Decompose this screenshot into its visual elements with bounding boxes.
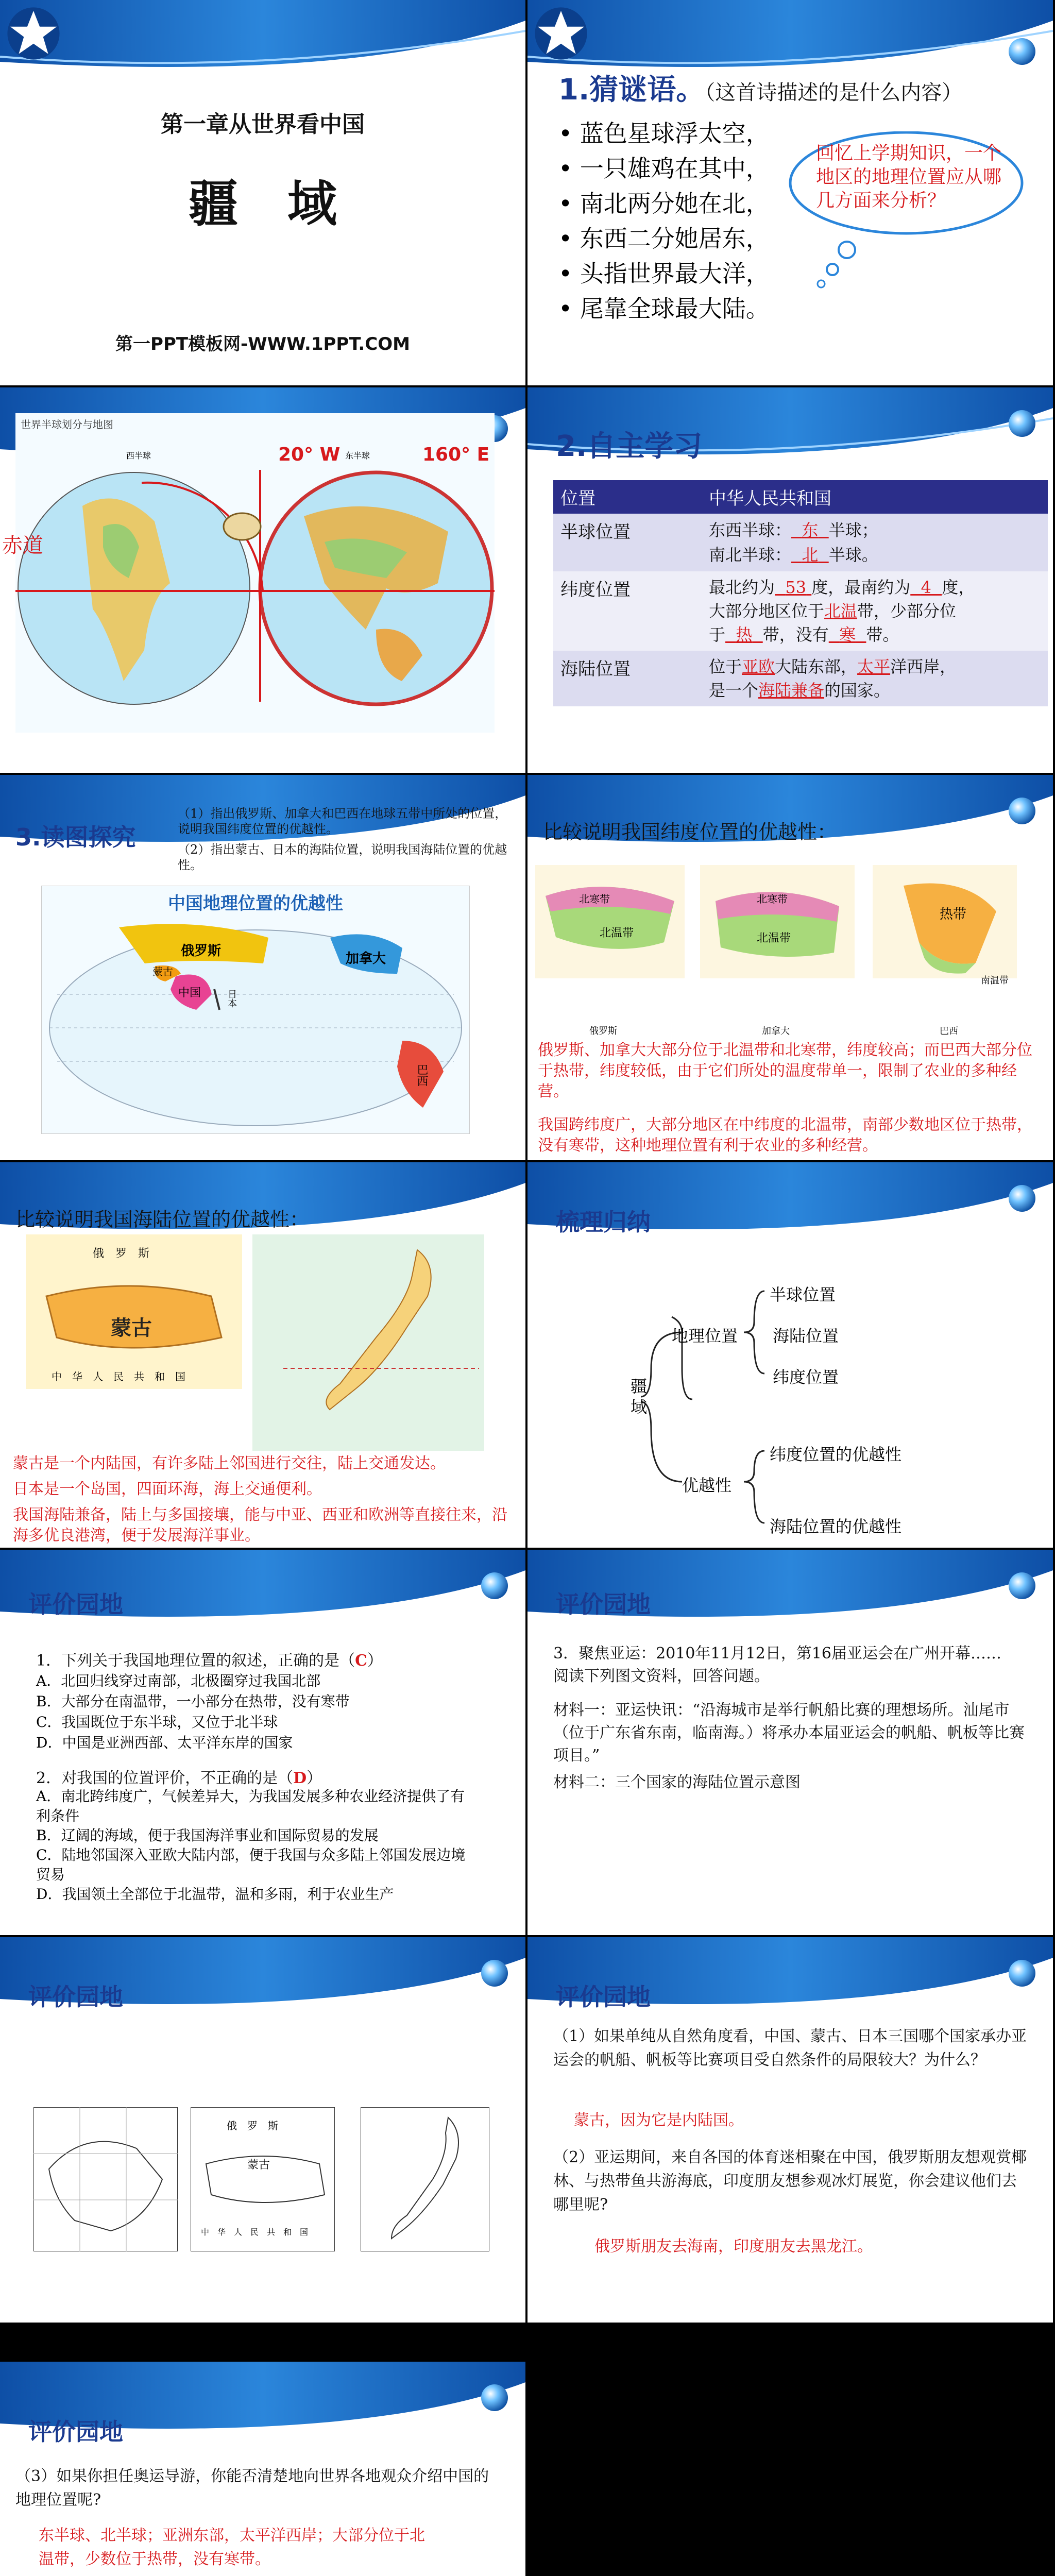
- label-east-hemisphere: 东半球: [345, 451, 370, 461]
- slide-heading: 2.自主学习: [556, 430, 703, 463]
- question-1: （1）指出俄罗斯、加拿大和巴西在地球五带中所处的位置，说明我国纬度位置的优越性。: [178, 806, 507, 836]
- slide-9: [0, 1550, 525, 1935]
- sphere-icon: [1007, 1958, 1037, 1989]
- label-canada: 加拿大: [346, 951, 386, 967]
- option[interactable]: A．南北跨纬度广，气候差异大，为我国发展多种农业经济提供了有利条件: [36, 1788, 465, 1824]
- canada-map: [700, 865, 855, 978]
- bubble-text: 回忆上学期知识，一个地区的地理位置应从哪几方面来分析？: [816, 143, 1002, 211]
- japan-map: [252, 1234, 484, 1451]
- canada-zone-label-2: 北温带: [757, 932, 791, 945]
- world-map: [41, 886, 470, 1134]
- table-header: 中华人民共和国: [709, 488, 831, 509]
- table-header: 位置: [560, 488, 595, 509]
- slide-10: [528, 1550, 1053, 1935]
- mindmap-leaf: 海陆位置: [773, 1326, 839, 1346]
- question-2: （2）指出蒙古、日本的海陆位置，说明我国海陆位置的优越性。: [178, 842, 507, 872]
- caption-russia: 俄罗斯: [589, 1026, 617, 1037]
- slide-8: [528, 1162, 1053, 1548]
- question-3: 3．聚焦亚运：2010年11月12日，第16届亚运会在广州开幕…… 阅读下列图文资料，回答问题。: [553, 1645, 1001, 1685]
- label-russia: 俄罗斯: [181, 943, 222, 959]
- star-logo-icon: [5, 5, 62, 62]
- mindmap-leaf: 纬度位置: [773, 1367, 839, 1387]
- riddle-list: [558, 116, 770, 326]
- q1-options: [36, 1671, 350, 1753]
- chapter-title: 第一章从世界看中国: [161, 111, 365, 138]
- slide-6: [528, 775, 1053, 1160]
- slide-2: [528, 0, 1053, 385]
- option[interactable]: C．我国既位于东半球，又位于北半球: [36, 1714, 278, 1731]
- canada-zone-label: 北寒带: [757, 893, 788, 905]
- answer-1: 蒙古，因为它是内陆国。: [574, 2111, 744, 2129]
- question-3: （3）如果你担任奥运导游，你能否清楚地向世界各地观众介绍中国的地理位置呢?: [15, 2467, 489, 2509]
- sphere-icon: [479, 1958, 510, 1989]
- label-160e: 160° E: [422, 444, 490, 465]
- slide-heading: 评价园地: [28, 1983, 123, 2011]
- sphere-icon: [479, 1570, 510, 1601]
- list-item: • 蓝色星球浮太空，: [558, 120, 770, 147]
- option[interactable]: B．辽阔的海域，便于我国海洋事业和国际贸易的发展: [36, 1827, 379, 1844]
- question-1: （1）如果单纯从自然角度看，中国、蒙古、日本三国哪个国家承办亚运会的帆船、帆板等比赛项目受自然条件的局限较大？为什么？: [553, 2027, 1027, 2069]
- caption-canada: 加拿大: [762, 1026, 790, 1037]
- answer-mongolia: 蒙古是一个内陆国，有许多陆上邻国进行交往，陆上交通发达。: [13, 1454, 446, 1472]
- slide-3: [0, 387, 525, 773]
- option[interactable]: A．北回归线穿过南部，北极圈穿过我国北部: [36, 1672, 321, 1689]
- label-mongolia: 蒙古: [111, 1316, 152, 1340]
- sphere-icon: [1007, 408, 1037, 439]
- slide-banner: [0, 0, 525, 77]
- list-item: • 尾靠全球最大陆。: [558, 295, 770, 323]
- slide-heading: 评价园地: [556, 1590, 651, 1618]
- slide-heading: 比较说明我国纬度位置的优越性：: [543, 821, 837, 843]
- slide-13: [0, 2362, 525, 2576]
- slide-heading: 梳理归纳: [556, 1208, 651, 1236]
- brazil-zone-label: 热带: [940, 907, 967, 922]
- answer-2: 俄罗斯朋友去海南，印度朋友去黑龙江。: [594, 2238, 873, 2256]
- slide-banner: [528, 0, 1053, 77]
- sphere-icon: [1007, 36, 1037, 67]
- china-outline-map: [33, 2107, 178, 2251]
- mindmap-branch-position: 地理位置: [672, 1326, 738, 1346]
- slide-heading: 评价园地: [28, 2418, 123, 2446]
- mindmap-leaf: 纬度位置的优越性: [770, 1445, 902, 1464]
- option[interactable]: B．大部分在南温带，一小部分在热带，没有寒带: [36, 1693, 350, 1710]
- label-russia: 俄 罗 斯: [93, 1247, 150, 1260]
- table-row: 纬度位置 最北约为 53 度，最南约为 4 度， 大部分地区位于北温带，少部分位 于 热 带，没有 寒 带。: [553, 571, 1048, 651]
- lesson-title: 疆 域: [189, 175, 337, 233]
- label-mongolia: 蒙古: [152, 965, 173, 978]
- star-logo-icon: [533, 5, 589, 62]
- label-china: 中 华 人 民 共 和 国: [201, 2227, 309, 2237]
- slide-11: [0, 1937, 525, 2323]
- option[interactable]: C．陆地邻国深入亚欧大陆内部，便于我国与众多陆上邻国发展边境贸易: [36, 1846, 466, 1883]
- caption-brazil: 巴西: [940, 1026, 958, 1037]
- label-russia: 俄 罗 斯: [227, 2120, 278, 2132]
- slide-heading: 1.猜谜语。（这首诗描述的是什么内容）: [558, 73, 963, 107]
- label-west-hemisphere: 西半球: [126, 451, 151, 461]
- answer-china: 我国海陆兼备，陆上与多国接壤，能与中亚、西亚和欧洲等直接往来，沿海多优良港湾，便于发展海洋事业。: [13, 1506, 507, 1545]
- mindmap-leaf: 半球位置: [770, 1285, 836, 1304]
- material-1: 材料一：亚运快讯：“沿海城市是举行帆船比赛的理想场所。汕尾市（位于广东省东南，临南海。）将承办本届亚运会的帆船、帆板等比赛项目。”: [553, 1701, 1025, 1765]
- sphere-icon: [1007, 795, 1037, 826]
- russia-zone-label-2: 北温带: [600, 927, 634, 940]
- slide-1: [0, 0, 525, 385]
- table-row: 海陆位置 位于亚欧大陆东部，太平洋西岸， 是一个海陆兼备的国家。: [553, 651, 1048, 706]
- russia-zone-label: 北寒带: [579, 893, 610, 905]
- slide-heading: 评价园地: [28, 1590, 123, 1618]
- label-china: 中 华 人 民 共 和 国: [52, 1370, 185, 1383]
- slide-heading: 评价园地: [556, 1983, 651, 2011]
- question-1: 1．下列关于我国地理位置的叙述，正确的是（C）: [36, 1652, 383, 1670]
- q2-options: [36, 1787, 469, 1904]
- footer-url: 第一PPT模板网-WWW.1PPT.COM: [115, 334, 410, 354]
- question-2: （2）亚运期间，来自各国的体育迷相聚在中国，俄罗斯朋友想观赏椰林、与热带鱼共游海底，印度朋友想参观冰灯展览，你会建议他们去哪里呢?: [553, 2148, 1027, 2214]
- label-equator: 赤道: [2, 534, 43, 557]
- mindmap-root: 疆域: [631, 1377, 648, 1417]
- label-mongolia: 蒙古: [247, 2159, 270, 2172]
- list-item: • 一只雄鸡在其中，: [558, 155, 770, 182]
- material-2: 材料二：三个国家的海陆位置示意图: [553, 1773, 801, 1791]
- question-2: 2．对我国的位置评价，不正确的是（D）: [36, 1769, 322, 1787]
- list-item: • 头指世界最大洋，: [558, 260, 770, 287]
- slide-heading: 3.读图探究: [15, 823, 136, 851]
- label-japan: 日本: [226, 989, 237, 1008]
- list-item: • 东西二分她居东，: [558, 225, 770, 252]
- label-20w: 20° W: [278, 444, 341, 465]
- position-table: [553, 480, 1048, 706]
- japan-outline-map: [361, 2107, 489, 2251]
- slide-4: [528, 387, 1053, 773]
- brazil-zone-label-2: 南温带: [981, 975, 1009, 986]
- slide-12: [528, 1937, 1053, 2323]
- answer-japan: 日本是一个岛国，四面环海，海上交通便利。: [13, 1480, 322, 1498]
- russia-map: [535, 865, 685, 978]
- mindmap-branch-advantage: 优越性: [682, 1476, 732, 1495]
- answer-3: 东半球、北半球；亚洲东部，太平洋西岸；大部分位于北温带，少数位于热带，没有寒带。: [39, 2527, 425, 2568]
- slide-5: [0, 775, 525, 1160]
- label-china: 中国: [178, 987, 201, 999]
- answer-paragraph-2: 我国跨纬度广，大部分地区在中纬度的北温带，南部少数地区位于热带，没有寒带，这种地理位置有利于农业的多种经营。: [538, 1116, 1032, 1155]
- answer-paragraph-1: 俄罗斯、加拿大大部分位于北温带和北寒带，纬度较高；而巴西大部分位于热带，纬度较低，由于它们所处的温度带单一，限制了农业的多种经营。: [538, 1041, 1032, 1100]
- map-title: 中国地理位置的优越性: [168, 893, 343, 914]
- sphere-icon: [1007, 1570, 1037, 1601]
- table-row: 半球位置 东西半球： 东 半球； 南北半球： 北 半球。: [553, 514, 1048, 571]
- hemisphere-map: [15, 413, 495, 733]
- sphere-icon: [479, 2382, 510, 2413]
- mindmap-leaf: 海陆位置的优越性: [770, 1517, 902, 1536]
- slide-7: [0, 1162, 525, 1548]
- label-brazil: 巴西: [415, 1064, 428, 1087]
- list-item: • 南北两分她在北，: [558, 190, 770, 217]
- mindmap-brackets: [528, 1162, 1053, 1548]
- option[interactable]: D．中国是亚洲西部、太平洋东岸的国家: [36, 1734, 293, 1751]
- map-title: 世界半球划分与地图: [21, 418, 113, 431]
- slide-heading: 比较说明我国海陆位置的优越性：: [15, 1208, 310, 1231]
- option[interactable]: D．我国领土全部位于北温带，温和多雨，利于农业生产: [36, 1886, 394, 1903]
